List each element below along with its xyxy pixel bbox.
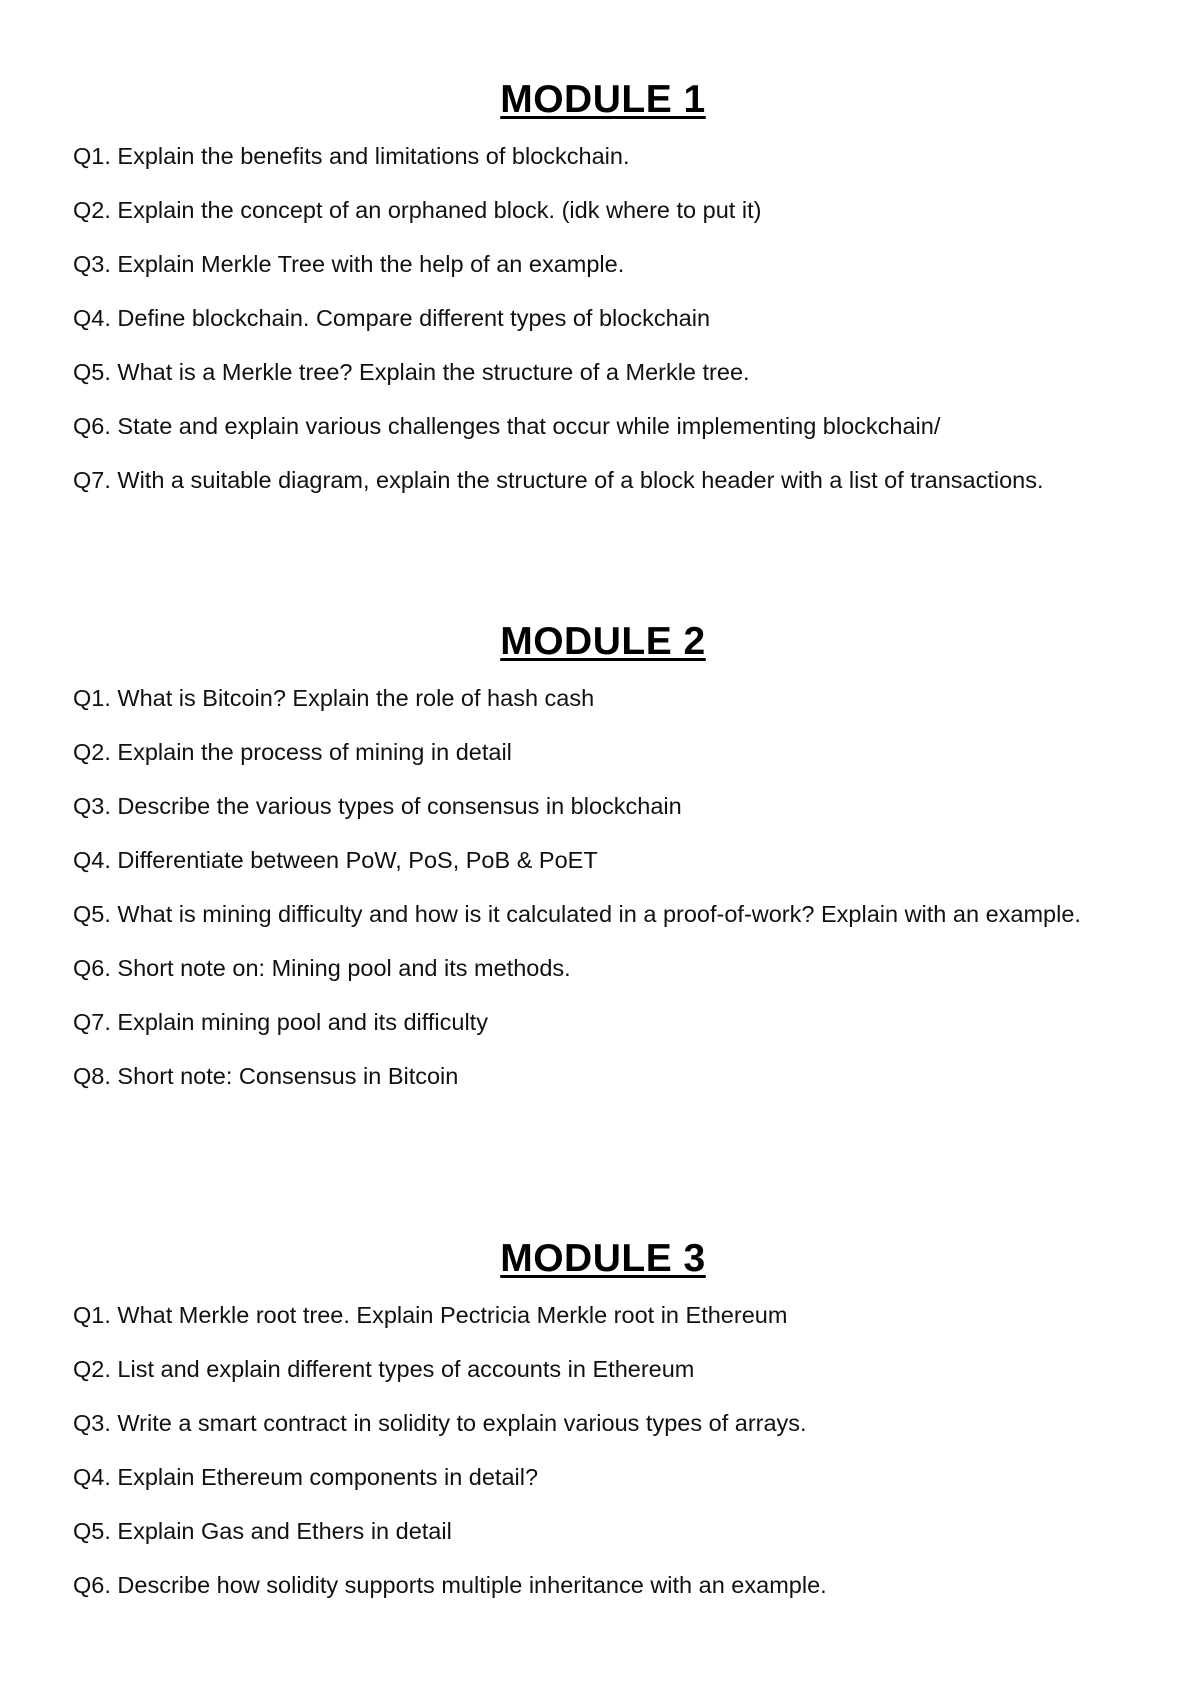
question-item: Q4. Explain Ethereum components in detail?: [73, 1464, 539, 1490]
module-3-section: [73, 1233, 1133, 1621]
question-item: Q1. What Merkle root tree. Explain Pectricia Merkle root in Ethereum: [73, 1302, 788, 1328]
module-1-title: MODULE 1: [500, 78, 706, 121]
question-item: Q2. List and explain different types of accounts in Ethereum: [73, 1356, 695, 1382]
question-item: Q5. What is mining difficulty and how is it calculated in a proof-of-work? Explain with an example.: [73, 901, 1081, 927]
question-item: Q2. Explain the concept of an orphaned block. (idk where to put it): [73, 197, 762, 223]
question-item: Q2. Explain the process of mining in detail: [73, 739, 512, 765]
question-item: Q5. Explain Gas and Ethers in detail: [73, 1518, 452, 1544]
question-item: Q7. Explain mining pool and its difficulty: [73, 1009, 488, 1035]
module-1-question-list: [73, 138, 1133, 498]
question-item: Q7. With a suitable diagram, explain the structure of a block header with a list of transactions.: [73, 467, 1044, 493]
module-1-section: [73, 74, 1133, 516]
question-item: Q5. What is a Merkle tree? Explain the structure of a Merkle tree.: [73, 359, 750, 385]
module-2-section: [73, 616, 1133, 1112]
question-item: Q3. Write a smart contract in solidity to explain various types of arrays.: [73, 1410, 807, 1436]
question-item: Q1. What is Bitcoin? Explain the role of hash cash: [73, 685, 595, 711]
question-item: Q4. Define blockchain. Compare different types of blockchain: [73, 305, 711, 331]
question-item: Q8. Short note: Consensus in Bitcoin: [73, 1063, 459, 1089]
question-item: Q3. Explain Merkle Tree with the help of an example.: [73, 251, 625, 277]
module-3-title: MODULE 3: [500, 1237, 706, 1280]
question-item: Q6. Describe how solidity supports multiple inheritance with an example.: [73, 1572, 827, 1598]
question-item: Q6. State and explain various challenges that occur while implementing blockchain/: [73, 413, 941, 439]
question-item: Q4. Differentiate between PoW, PoS, PoB & PoET: [73, 847, 598, 873]
module-2-title: MODULE 2: [500, 620, 706, 663]
module-2-question-list: [73, 680, 1133, 1094]
question-item: Q3. Describe the various types of consensus in blockchain: [73, 793, 682, 819]
question-item: Q1. Explain the benefits and limitations of blockchain.: [73, 143, 630, 169]
question-item: Q6. Short note on: Mining pool and its methods.: [73, 955, 571, 981]
module-3-question-list: [73, 1297, 1133, 1603]
